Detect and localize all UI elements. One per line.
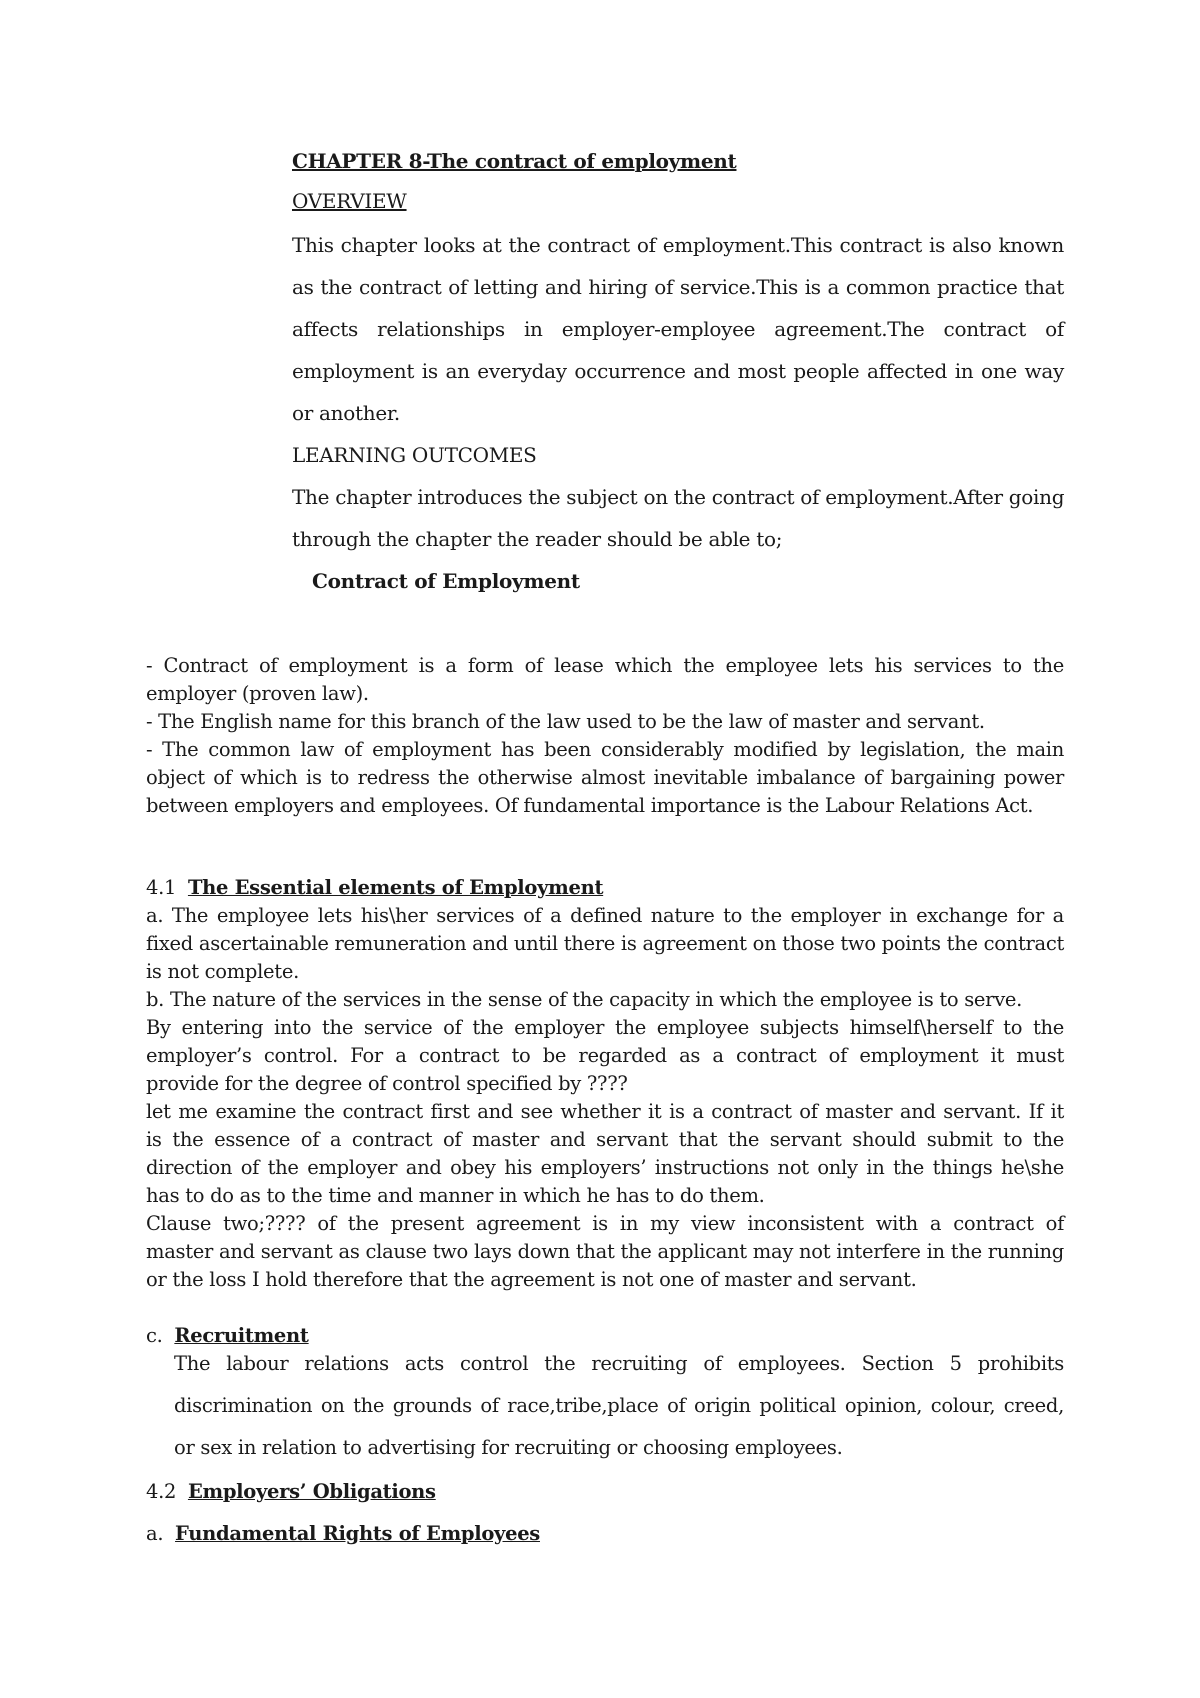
- section-41-line: is not complete.: [146, 960, 299, 983]
- bullet-line: object of which is to redress the otherwise almost inevitable imbalance of bargaining power: [146, 766, 1064, 789]
- rights-title: Fundamental Rights of Employees: [175, 1522, 540, 1545]
- rights-heading: [146, 1520, 1064, 1547]
- chapter-title: CHAPTER 8-The contract of employment: [292, 149, 737, 173]
- section-41-line: Clause two;???? of the present agreement is in my view inconsistent with a contract of: [146, 1212, 1064, 1235]
- bullet-line: - The common law of employment has been considerably modified by legislation, the main: [146, 738, 1064, 761]
- section-41-line: direction of the employer and obey his employers’ instructions not only in the things he\she: [146, 1156, 1064, 1179]
- section-41-line: a. The employee lets his\her services of a defined nature to the employer in exchange for a: [146, 904, 1064, 927]
- recruitment-line: or sex in relation to advertising for recruiting or choosing employees.: [174, 1436, 843, 1459]
- section-41-line: has to do as to the time and manner in which he has to do them.: [146, 1184, 765, 1207]
- overview-line: This chapter looks at the contract of employment.This contract is also known: [292, 233, 1064, 257]
- recruitment-heading: [146, 1322, 1064, 1349]
- section-41-line: fixed ascertainable remuneration and until there is agreement on those two points the contract: [146, 932, 1064, 955]
- recruitment-line: The labour relations acts control the recruiting of employees. Section 5 prohibits: [174, 1352, 1064, 1375]
- section-41-line: or the loss I hold therefore that the agreement is not one of master and servant.: [146, 1268, 917, 1291]
- section-41-line: let me examine the contract first and see whether it is a contract of master and servant. If it: [146, 1100, 1064, 1123]
- outcomes-heading: LEARNING OUTCOMES: [292, 443, 537, 467]
- recruitment-line: discrimination on the grounds of race,tribe,place of origin political opinion, colour, creed,: [174, 1394, 1064, 1417]
- section-41-line: is the essence of a contract of master and servant that the servant should submit to the: [146, 1128, 1064, 1151]
- overview-line: affects relationships in employer-employee agreement.The contract of: [292, 317, 1064, 341]
- section-41-line: provide for the degree of control specified by ????: [146, 1072, 628, 1095]
- outcomes-line: through the chapter the reader should be able to;: [292, 527, 783, 551]
- overview-line: or another.: [292, 401, 400, 425]
- section-42-heading: [146, 1478, 1064, 1505]
- overview-line: as the contract of letting and hiring of service.This is a common practice that: [292, 275, 1064, 299]
- bullet-line: - The English name for this branch of the law used to be the law of master and servant.: [146, 710, 985, 733]
- bullet-line: employer (proven law).: [146, 682, 369, 705]
- contract-heading: Contract of Employment: [312, 569, 580, 593]
- section-41-line: b. The nature of the services in the sense of the capacity in which the employee is to serve.: [146, 988, 1023, 1011]
- section-42-title: Employers’ Obligations: [187, 1480, 436, 1503]
- section-42-number: 4.2: [146, 1480, 177, 1503]
- section-41-line: master and servant as clause two lays down that the applicant may not interfere in the running: [146, 1240, 1064, 1263]
- section-41-title: The Essential elements of Employment: [187, 876, 604, 899]
- section-41-number: 4.1: [146, 876, 177, 899]
- rights-letter: a.: [146, 1522, 164, 1545]
- overview-heading: OVERVIEW: [292, 189, 407, 213]
- outcomes-line: The chapter introduces the subject on the contract of employment.After going: [292, 485, 1065, 509]
- section-41-heading: [146, 874, 1064, 901]
- recruitment-letter: c.: [146, 1324, 163, 1347]
- bullet-line: - Contract of employment is a form of lease which the employee lets his services to the: [146, 654, 1064, 677]
- overview-line: employment is an everyday occurrence and most people affected in one way: [292, 359, 1064, 383]
- bullet-line: between employers and employees. Of fundamental importance is the Labour Relations Act.: [146, 794, 1034, 817]
- recruitment-title: Recruitment: [174, 1324, 309, 1347]
- section-41-line: By entering into the service of the employer the employee subjects himself\herself to the: [146, 1016, 1064, 1039]
- section-41-line: employer’s control. For a contract to be regarded as a contract of employment it must: [146, 1044, 1064, 1067]
